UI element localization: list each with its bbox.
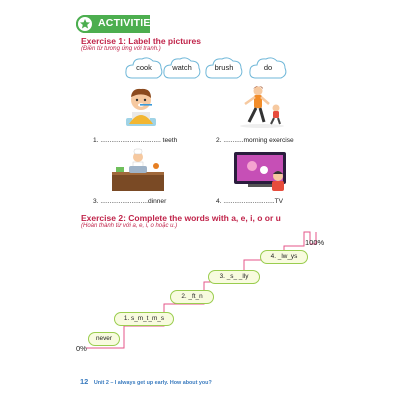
- unit-title: Unit 2 – I always get up early. How about you?: [93, 380, 212, 386]
- exercise2-subtitle: (Hoàn thành từ với a, e, i, o hoặc u.): [81, 223, 178, 229]
- page-number: 12: [80, 377, 89, 386]
- word-watch: watch: [172, 63, 192, 72]
- exercise2-title: Exercise 2: Complete the words with a, e, i, o or u: [81, 213, 281, 223]
- exercise1-subtitle: (Điền từ tương ứng với tranh.): [81, 46, 161, 52]
- exercise1-title: Exercise 1: Label the pictures: [81, 36, 201, 46]
- blank-2[interactable]: 2. ...........morning exercise: [216, 137, 294, 144]
- blank-4[interactable]: 4. ............................TV: [216, 198, 284, 205]
- page-footer: [80, 377, 212, 386]
- activities-label: ACTIVITIES: [98, 17, 158, 29]
- percent-100-label: 100%: [305, 238, 325, 247]
- word-brush: brush: [214, 63, 234, 72]
- step-usually[interactable]: 3. _s_ _lly: [208, 270, 260, 284]
- word-do: do: [263, 63, 273, 72]
- step-never: never: [88, 332, 120, 346]
- step-sometimes[interactable]: 1. s_m_t_m_s: [114, 312, 174, 326]
- percent-0-label: 0%: [76, 344, 87, 353]
- step-often[interactable]: 2. _ft_n: [170, 290, 214, 304]
- blank-1[interactable]: 1. ................................. teeth: [93, 137, 178, 144]
- blank-3[interactable]: 3. ..........................dinner: [93, 198, 167, 205]
- word-cook: cook: [136, 63, 152, 72]
- step-always[interactable]: 4. _lw_ys: [260, 250, 308, 264]
